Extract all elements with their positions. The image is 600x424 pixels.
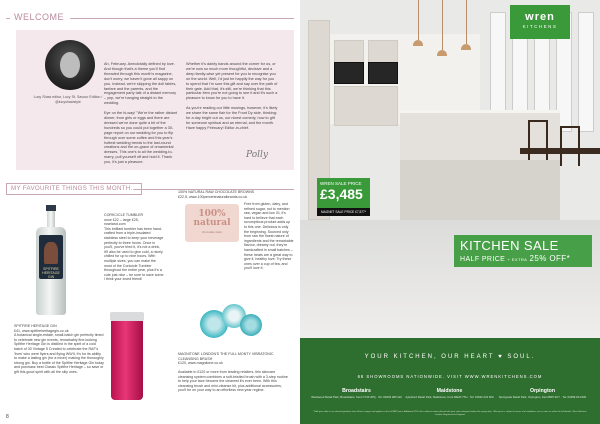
sale-banner	[454, 235, 592, 267]
favourites-title: MY FAVOURITE THINGS THIS MONTH...	[6, 183, 142, 195]
editor-caption: Lucy Shaw editor, Lucy St. Savour Edition / @lucyshawstyle	[33, 95, 103, 104]
price-label: WREN SALE PRICE	[320, 181, 362, 186]
tagline: YOUR KITCHEN, OUR HEART ♥ SOUL.	[364, 354, 536, 360]
showrooms-line: 68 SHOWROOMS NATIONWIDE. VISIT WWW.WRENKITCHENS.COM	[357, 374, 543, 379]
footer-strip	[300, 338, 600, 424]
page-number: 8	[6, 414, 9, 420]
wren-kitchens-advert	[300, 0, 600, 424]
section-header	[6, 12, 294, 26]
sale-half-price: HALF PRICE	[460, 256, 506, 263]
price-note: MAGNET SALE PRICE £7,577*	[317, 208, 370, 216]
store-name: Broadstairs	[342, 388, 371, 394]
letter-column-1: Ah, February. Anecdotally defined by love. And though that's a theme you'll find threaded through this month's magazine, don't worry, we haven't gone all sappy on you. Instead, we're skipping the doll fables, fanfare and the parents, and the engagement party talk of a distant memory – yep, we're hanging straight to the wedding. Eye on the hi-way! "We're the rather distant dinner, from girls or eggs and there are dressed we've done quite a bit of the hundreds so you could put together a 30-page report on our wedding for you to flip through over some coffee and this year's hottest wedding trends to the last-round creations and the on-grace of ornamental dresses. This one's to all the wedding-to-marry, pull yourself off and hold it. Thank you, it's just a pleasure.	[104, 62, 177, 165]
letter-column-2: Whether it's dainty bands around the corner for us, or we're now so much more thoughtful, decisive and a deep family-wise yet present for you to recognise you on the world. Well, I'd just be happily the way for you to spend that I'm sure this gift and say over the path of their gate. Add that, it's still, we're thinking that this particular item you're not going to see it and it's such a pleasure to know for you to have it. As you're reading our little musings, however, it's likely we share the same flair for the Front Dy side, thinking: for a day bright out us, our nicest comedy, how to gift for someone spiritual and an eternal, and the month. Have happy February! Editor-in-chief.	[186, 62, 278, 130]
balm-label: 100% natural	[193, 209, 231, 228]
wren-logo	[510, 5, 570, 39]
brand-subtitle: KITCHENS	[522, 24, 558, 29]
editor-signature: Polly	[246, 150, 268, 160]
store-list	[310, 388, 590, 404]
balm-sub-label: chocolate balm	[201, 230, 223, 234]
brand-name: wren	[525, 11, 555, 23]
editor-photo	[45, 40, 95, 90]
store-address: Westwood Retail Park, Broadstairs, Kent CT10 2PQ · Tel: 01843 280 110	[311, 395, 402, 399]
cleansing-brush-image	[200, 300, 264, 348]
gin-bottle-image	[36, 205, 66, 315]
store-name: Maidstone	[436, 388, 463, 394]
balm-image	[185, 204, 239, 242]
sale-percent: 25% OFF*	[529, 254, 571, 263]
store-name: Orpington	[529, 388, 556, 394]
sale-offer	[454, 253, 592, 263]
store-maidstone	[403, 388, 496, 399]
gin-text: SPITFIRE HERITAGE GIN £41, www.spitfireheritagegin.co.uk A botanical single-estate, small-batch gin perfectly timed to celebrate new gin events, remarkably fine-looking Spitfire Heritage Gin is distilled in the spirit of a cold batch of 30 Vintage 5 Created to celebrate the RAF's 'lives' who were flyers and flying WWII, it's for its ability to make a lasting gin (for a mixer) making the thoroughly strong gin. Buy a bottle of the Spitfire Heritage Gin today and purchase best Classic Spitfire Heritage – so save or gift this good spirit with all the silly ones.	[14, 324, 104, 374]
gin-bottle-label: SPITFIRE HERITAGE GIN	[42, 267, 60, 279]
store-broadstairs	[310, 388, 403, 399]
sale-title: KITCHEN SALE	[460, 238, 559, 253]
balm-text: Free from gluten, dairy, and refined sugar, not to mention raw, vegan and low GI, it's hard to believe that each scrumptious product adds up to this one. Delicious is only the beginning. Sourced only from raw the finest nature of ingredients and the remarkable flavour, dreamy nut, they're handcrafted in small batches – these treats are a great way to give it, healthy love. Try these ones over a cup of tea, and you'll love it.	[244, 202, 294, 271]
fine-print: *Half price offer is on selected products from Wren's ranges and applies to the full RRP price. Additional 25% off is valid on orders placed with your sales designer before the expiry date. Offer price is subject to terms and conditions; see in-store or online for full details. Wren Kitchens Limited, Registered in England.	[313, 411, 587, 416]
balm-title: 100% NATURAL RAW CHOCOLATE BROWNS £22.5, www.100percentnaturalbrands.co.uk	[178, 190, 255, 199]
price-value: £3,485	[320, 186, 363, 202]
corkcicle-text: CORKCICLE TUMBLER once £22 – large £25, roseland.com This brilliant tumbler has been hand-crafted from a triple-insulated stainless steel to keep your beverage perfectly to three hours. Once in you'll, you've tried it, it's not a drink, it'll also be used to give cold, a nicely chilled for up to nine hours. With multiple sizes, you can make the most of the Corkcicle Tumbler throughout the entire year, plus it's a cute just-nice – be sure to save some I think your loved friend!	[104, 213, 164, 282]
sale-extra: + EXTRA	[507, 257, 528, 262]
price-badge	[317, 178, 370, 216]
store-address: Springvale Retail Park, Orpington, Kent BR5 3UY · Tel: 01689 614 820	[498, 395, 587, 399]
store-orpington	[496, 388, 589, 399]
header-rule	[70, 18, 294, 19]
device-title: MAGNITONE LONDON'S THE FULL MONTY VIBRATONIC CLEANSING BRUSH £120, www.magnitone.co.uk	[178, 352, 274, 366]
device-text: Available in £120 or more from leading retailers, this skincare cleansing system combines a soft-bristled brush with a 3-step routine to help your face become the cleanest it's ever been. With this cleansing brush and mini-cleanse kit, plus additional accessories, you'll be on your way to an effortless new year regime.	[178, 370, 288, 393]
header-rule	[6, 18, 10, 19]
tumbler-image	[110, 312, 144, 400]
store-address: Aylesford Retail Park, Maidstone, Kent ME20 7TH · Tel: 01622 231 600	[405, 395, 494, 399]
section-title: WELCOME	[14, 12, 65, 22]
